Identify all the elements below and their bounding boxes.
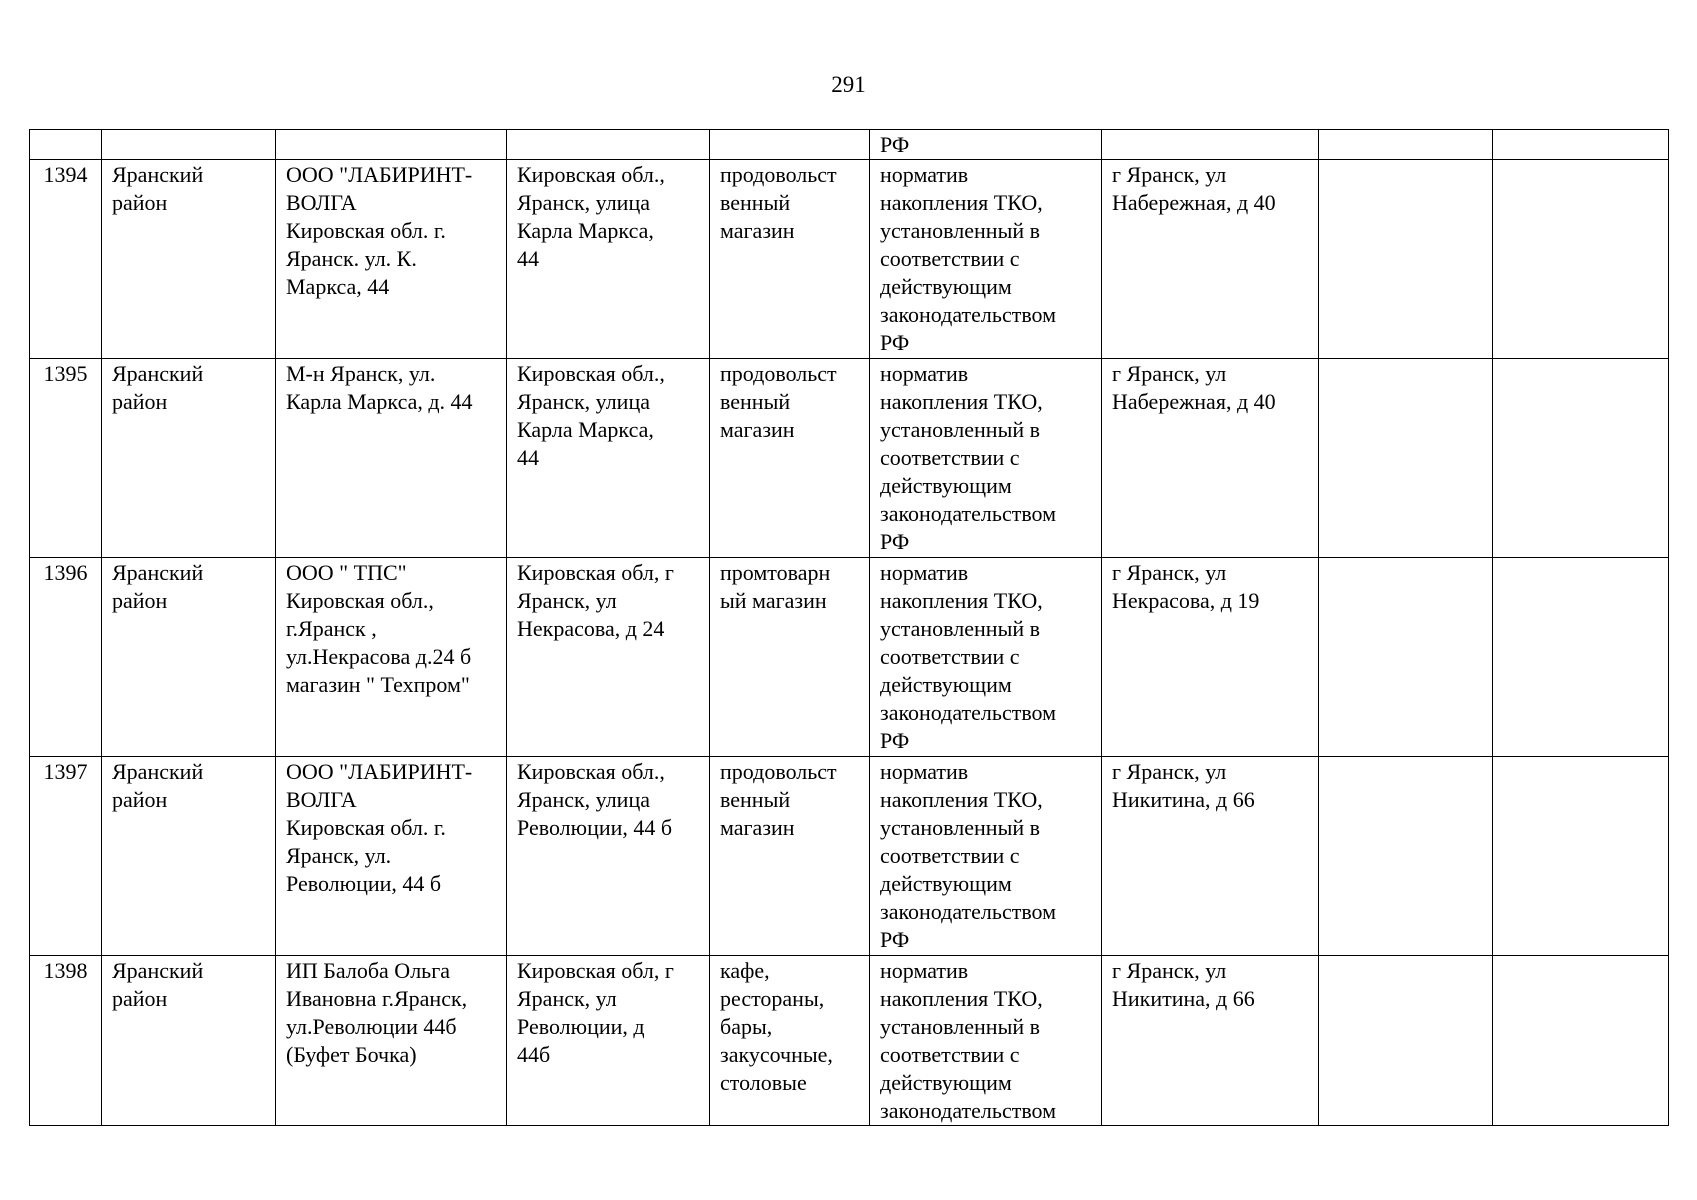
cell-number: [30, 130, 102, 160]
cell-address: Кировская обл., Яранск, улица Революции, 44 б: [507, 757, 710, 956]
cell-regulation: норматив накопления ТКО, установленный в соответствии с действующим законодательством РФ: [870, 359, 1102, 558]
cell-address: Кировская обл., Яранск, улица Карла Маркса, 44: [507, 160, 710, 359]
cell-organization: ООО "ЛАБИРИНТ- ВОЛГА Кировская обл. г. Яранск, ул. Революции, 44 б: [276, 757, 507, 956]
table-row: [30, 359, 1669, 558]
cell-district: Яранский район: [102, 956, 276, 1126]
cell-number: 1395: [30, 359, 102, 558]
cell-object-type: продовольст венный магазин: [710, 160, 870, 359]
cell-object-type: кафе, рестораны, бары, закусочные, столовые: [710, 956, 870, 1126]
cell-site: [1102, 130, 1319, 160]
cell-organization: [276, 130, 507, 160]
cell-regulation: норматив накопления ТКО, установленный в соответствии с действующим законодательством РФ: [870, 757, 1102, 956]
cell-extra-1: [1319, 558, 1493, 757]
cell-extra-2: [1493, 160, 1669, 359]
cell-number: 1398: [30, 956, 102, 1126]
cell-site: г Яранск, ул Набережная, д 40: [1102, 160, 1319, 359]
cell-extra-1: [1319, 130, 1493, 160]
page-number: 291: [831, 72, 866, 97]
table-row: [30, 757, 1669, 956]
cell-object-type: промтоварн ый магазин: [710, 558, 870, 757]
cell-address: [507, 130, 710, 160]
cell-organization: ООО " ТПС" Кировская обл., г.Яранск , ул.Некрасова д.24 б магазин " Техпром": [276, 558, 507, 757]
cell-object-type: продовольст венный магазин: [710, 359, 870, 558]
continued-row: [30, 130, 1669, 160]
cell-extra-2: [1493, 359, 1669, 558]
cell-number: 1396: [30, 558, 102, 757]
cell-district: Яранский район: [102, 160, 276, 359]
cell-regulation: норматив накопления ТКО, установленный в соответствии с действующим законодательством РФ: [870, 160, 1102, 359]
table-row: [30, 956, 1669, 1126]
cell-regulation: [870, 130, 1102, 160]
cell-extra-1: [1319, 956, 1493, 1126]
registry-table: [29, 129, 1669, 1126]
cell-site: г Яранск, ул Никитина, д 66: [1102, 956, 1319, 1126]
cell-object-type: продовольст венный магазин: [710, 757, 870, 956]
cell-number: 1397: [30, 757, 102, 956]
cell-address: Кировская обл, г Яранск, ул Некрасова, д 24: [507, 558, 710, 757]
cell-regulation: норматив накопления ТКО, установленный в соответствии с действующим законодательством РФ: [870, 558, 1102, 757]
cell-site: г Яранск, ул Набережная, д 40: [1102, 359, 1319, 558]
cell-district: Яранский район: [102, 359, 276, 558]
cell-organization: ООО "ЛАБИРИНТ- ВОЛГА Кировская обл. г. Яранск. ул. К. Маркса, 44: [276, 160, 507, 359]
cell-regulation: норматив накопления ТКО, установленный в соответствии с действующим законодательством: [870, 956, 1102, 1126]
cell-object-type: [710, 130, 870, 160]
cell-address: Кировская обл., Яранск, улица Карла Маркса, 44: [507, 359, 710, 558]
cell-organization: ИП Балоба Ольга Ивановна г.Яранск, ул.Революции 44б (Буфет Бочка): [276, 956, 507, 1126]
cell-district: Яранский район: [102, 558, 276, 757]
cell-district: Яранский район: [102, 757, 276, 956]
cell-extra-2: [1493, 757, 1669, 956]
table-row: [30, 160, 1669, 359]
cell-extra-1: [1319, 757, 1493, 956]
cell-organization: М-н Яранск, ул. Карла Маркса, д. 44: [276, 359, 507, 558]
cell-extra-2: [1493, 558, 1669, 757]
cell-extra-2: [1493, 130, 1669, 160]
cell-site: г Яранск, ул Никитина, д 66: [1102, 757, 1319, 956]
cell-number: 1394: [30, 160, 102, 359]
cell-address: Кировская обл, г Яранск, ул Революции, д 44б: [507, 956, 710, 1126]
cell-extra-1: [1319, 359, 1493, 558]
cell-district: [102, 130, 276, 160]
regulation-text: РФ: [880, 132, 910, 157]
cell-site: г Яранск, ул Некрасова, д 19: [1102, 558, 1319, 757]
cell-extra-2: [1493, 956, 1669, 1126]
table-row: [30, 558, 1669, 757]
cell-extra-1: [1319, 160, 1493, 359]
